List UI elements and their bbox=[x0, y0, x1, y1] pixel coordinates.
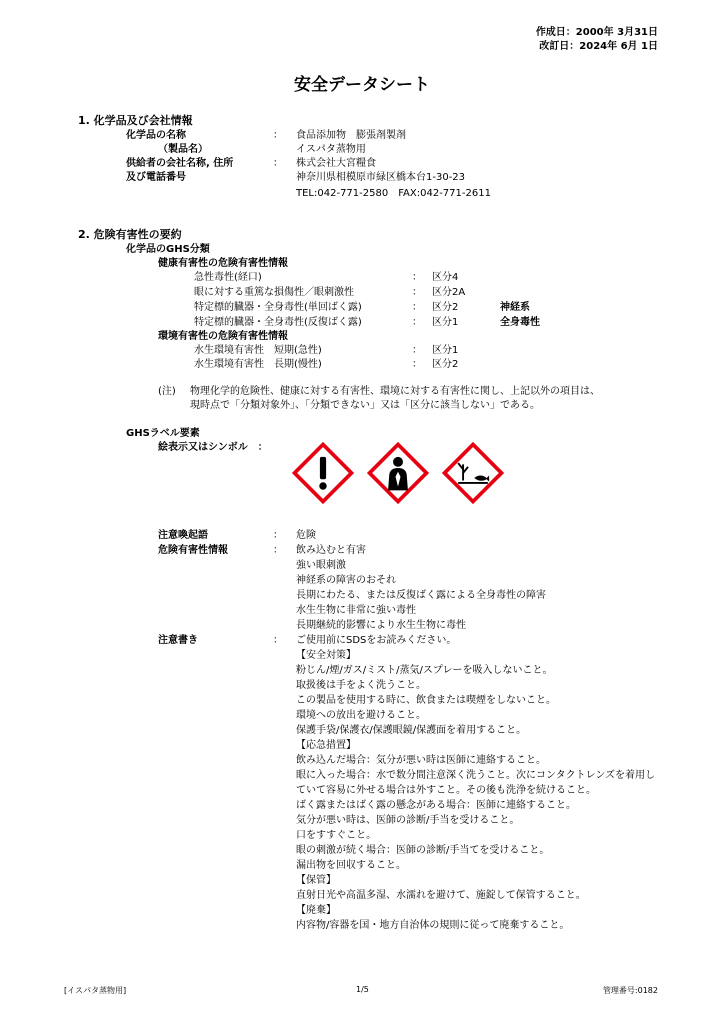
hazard-name: 特定標的臓器・全身毒性(反復ばく露) bbox=[194, 317, 362, 328]
colon: ： bbox=[412, 302, 422, 313]
hazard-statements-label: 危険有害性情報 bbox=[158, 545, 228, 556]
hazard-category: 区分2 bbox=[432, 359, 459, 370]
environment-icon bbox=[442, 442, 504, 504]
hazard-note: 全身毒性 bbox=[500, 317, 540, 328]
precaution-statement: 直射日光や高温多湿、水濡れを避けて、施錠して保管すること。 bbox=[296, 890, 586, 901]
label-elements-heading: GHSラベル要素 bbox=[126, 428, 200, 439]
hazard-note: 神経系 bbox=[500, 302, 530, 313]
note-label: (注) bbox=[158, 386, 176, 397]
precaution-statement: 環境への放出を避けること。 bbox=[296, 710, 426, 721]
supplier-label2: 及び電話番号 bbox=[126, 172, 186, 183]
colon: ： bbox=[412, 359, 422, 370]
product-value: 食品添加物 膨張剤製剤 bbox=[296, 130, 406, 141]
hazard-statement: 神経系の障害のおそれ bbox=[296, 575, 396, 586]
ghs-classification-label: 化学品のGHS分類 bbox=[126, 244, 210, 255]
precaution-statement: 眼に入った場合：水で数分間注意深く洗うこと。次にコンタクトレンズを着用し bbox=[296, 770, 656, 781]
hazard-category: 区分1 bbox=[432, 345, 459, 356]
hazard-name: 水生環境有害性 短期(急性) bbox=[194, 345, 322, 356]
precaution-statement: 漏出物を回収すること。 bbox=[296, 860, 406, 871]
signal-word-value: 危険 bbox=[296, 530, 316, 541]
precaution-statement: 【保管】 bbox=[296, 875, 336, 886]
health-hazard-icon bbox=[367, 442, 429, 504]
page-title: 安全データシート bbox=[294, 75, 430, 95]
precaution-statement: 飲み込んだ場合：気分が悪い時は医師に連絡すること。 bbox=[296, 755, 546, 766]
symbol-label: 絵表示又はシンボル ： bbox=[158, 442, 268, 453]
precaution-statement: 粉じん/煙/ガス/ミスト/蒸気/スプレーを吸入しないこと。 bbox=[296, 665, 553, 676]
precaution-statement: 内容物/容器を国・地方自治体の規則に従って廃棄すること。 bbox=[296, 920, 570, 931]
precaution-statement: 【応急措置】 bbox=[296, 740, 356, 751]
precaution-statement: この製品を使用する時に、飲食または喫煙をしないこと。 bbox=[296, 695, 556, 706]
precaution-statement: 口をすすぐこと。 bbox=[296, 830, 377, 841]
created-date: 作成日：2000年 3月31日 bbox=[535, 27, 658, 38]
signal-word-label: 注意喚起語 bbox=[158, 530, 208, 541]
precaution-statement: 取扱後は手をよく洗うこと。 bbox=[296, 680, 426, 691]
supplier-name: 株式会社大宮糧食 bbox=[296, 158, 376, 169]
precaution-statement: 【廃棄】 bbox=[296, 905, 336, 916]
colon: ： bbox=[412, 345, 422, 356]
hazard-name: 急性毒性(経口) bbox=[194, 272, 262, 283]
precaution-statement: ばく露またはばく露の懸念がある場合：医師に連絡すること。 bbox=[296, 800, 576, 811]
precaution-statement: 【安全対策】 bbox=[296, 650, 356, 661]
section2-heading: 2. 危険有害性の要約 bbox=[78, 228, 182, 241]
control-number: 管理番号:0182 bbox=[602, 986, 658, 995]
hazard-statement: 飲み込むと有害 bbox=[296, 545, 366, 556]
colon: ： bbox=[273, 635, 283, 646]
precaution-label: 注意書き bbox=[158, 635, 198, 646]
hazard-statement: 水生生物に非常に強い毒性 bbox=[296, 605, 416, 616]
hazard-category: 区分4 bbox=[432, 272, 459, 283]
note-line1: 物理化学的危険性、健康に対する有害性、環境に対する有害性に関し、上記以外の項目は、 bbox=[190, 386, 600, 397]
precaution-statement: 保護手袋/保護衣/保護眼鏡/保護面を着用すること。 bbox=[296, 725, 527, 736]
precaution-statement: ていて容易に外せる場合は外すこと。その後も洗浄を続けること。 bbox=[296, 785, 596, 796]
section1-heading: 1. 化学品及び会社情報 bbox=[78, 114, 193, 127]
supplier-tel: TEL:042-771-2580 FAX:042-771-2611 bbox=[296, 188, 491, 199]
colon: ： bbox=[273, 130, 283, 141]
product-label: 化学品の名称 bbox=[126, 130, 186, 141]
hazard-category: 区分2 bbox=[432, 302, 459, 313]
precaution-statement: ご使用前にSDSをお読みください。 bbox=[296, 635, 457, 646]
hazard-statement: 長期継続的影響により水生生物に毒性 bbox=[296, 620, 466, 631]
hazard-statement: 強い眼刺激 bbox=[296, 560, 346, 571]
ghs-pictograms bbox=[292, 442, 504, 504]
colon: ： bbox=[412, 287, 422, 298]
document-dates bbox=[536, 26, 658, 54]
page-number: 1/5 bbox=[356, 985, 369, 994]
footer-product: [イスパタ蒸物用] bbox=[64, 986, 127, 995]
health-hazard-label: 健康有害性の危険有害性情報 bbox=[158, 258, 288, 269]
exclamation-mark-icon bbox=[292, 442, 354, 504]
hazard-statement: 長期にわたる、または反復ばく露による全身毒性の障害 bbox=[296, 590, 546, 601]
revised-date: 改訂日：2024年 6月 1日 bbox=[539, 41, 658, 52]
product-name: イスパタ蒸物用 bbox=[296, 144, 366, 155]
env-hazard-label: 環境有害性の危険有害性情報 bbox=[158, 331, 288, 342]
product-label2: （製品名） bbox=[158, 144, 208, 155]
supplier-label: 供給者の会社名称, 住所 bbox=[126, 158, 234, 169]
precaution-statement: 眼の刺激が続く場合：医師の診断/手当てを受けること。 bbox=[296, 845, 550, 856]
hazard-name: 眼に対する重篤な損傷性／眼刺激性 bbox=[194, 287, 354, 298]
hazard-name: 水生環境有害性 長期(慢性) bbox=[194, 359, 322, 370]
colon: ： bbox=[273, 545, 283, 556]
hazard-category: 区分1 bbox=[432, 317, 459, 328]
colon: ： bbox=[273, 530, 283, 541]
colon: ： bbox=[412, 272, 422, 283]
colon: ： bbox=[412, 317, 422, 328]
hazard-name: 特定標的臓器・全身毒性(単回ばく露) bbox=[194, 302, 362, 313]
supplier-address: 神奈川県相模原市緑区橋本台1-30-23 bbox=[296, 172, 466, 183]
precaution-statement: 気分が悪い時は、医師の診断/手当を受けること。 bbox=[296, 815, 520, 826]
colon: ： bbox=[273, 158, 283, 169]
hazard-category: 区分2A bbox=[432, 287, 466, 298]
note-line2: 現時点で「分類対象外」、「分類できない」又は「区分に該当しない」である。 bbox=[190, 400, 540, 411]
